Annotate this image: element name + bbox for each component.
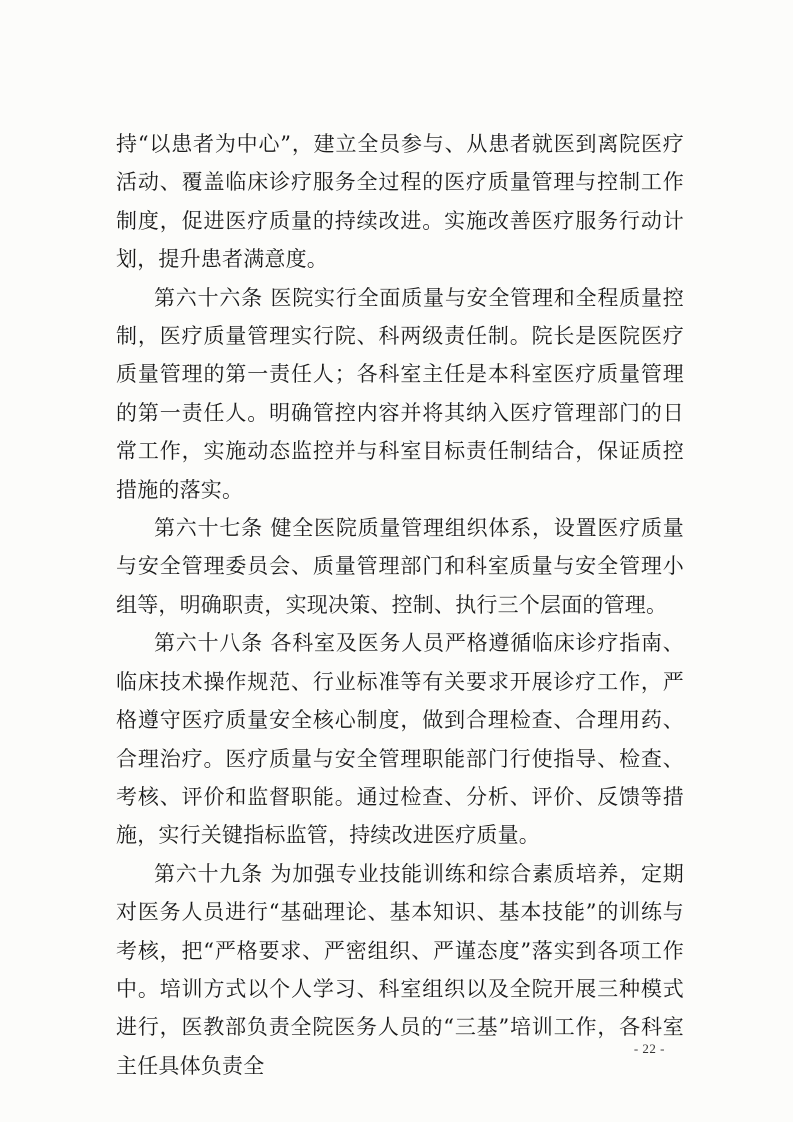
body-text: [116, 125, 684, 1085]
paragraph-article-69: 第六十九条 为加强专业技能训练和综合素质培养，定期对医务人员进行“基础理论、基本知识、基本技能”的训练与考核，把“严格要求、严密组织、严谨态度”落实到各项工作中。培训方式以个人学习、科室组织以及全院开展三种模式进行，医教部负责全院医务人员的“三基”培训工作，各科室主任具体负责全: [116, 861, 684, 1078]
page-number: - 22 -: [633, 1041, 665, 1056]
paragraph-article-67: 第六十七条 健全医院质量管理组织体系，设置医疗质量与安全管理委员会、质量管理部门和科室质量与安全管理小组等，明确职责，实现决策、控制、执行三个层面的管理。: [116, 516, 684, 617]
paragraph-continuation: 持“以患者为中心”，建立全员参与、从患者就医到离院医疗活动、覆盖临床诊疗服务全过程的医疗质量管理与控制工作制度，促进医疗质量的持续改进。实施改善医疗服务行动计划，提升患者满意度。: [116, 132, 684, 272]
paragraph-article-66: 第六十六条 医院实行全面质量与安全管理和全程质量控制，医疗质量管理实行院、科两级责任制。院长是医院医疗质量管理的第一责任人；各科室主任是本科室医疗质量管理的第一责任人。明确管控内容并将其纳入医疗管理部门的日常工作，实施动态监控并与科室目标责任制结合，保证质控措施的落实。: [116, 285, 684, 502]
paragraph-article-68: 第六十八条 各科室及医务人员严格遵循临床诊疗指南、临床技术操作规范、行业标准等有关要求开展诊疗工作，严格遵守医疗质量安全核心制度，做到合理检查、合理用药、合理治疗。医疗质量与安全管理职能部门行使指导、检查、考核、评价和监督职能。通过检查、分析、评价、反馈等措施，实行关键指标监管，持续改进医疗质量。: [116, 631, 684, 848]
